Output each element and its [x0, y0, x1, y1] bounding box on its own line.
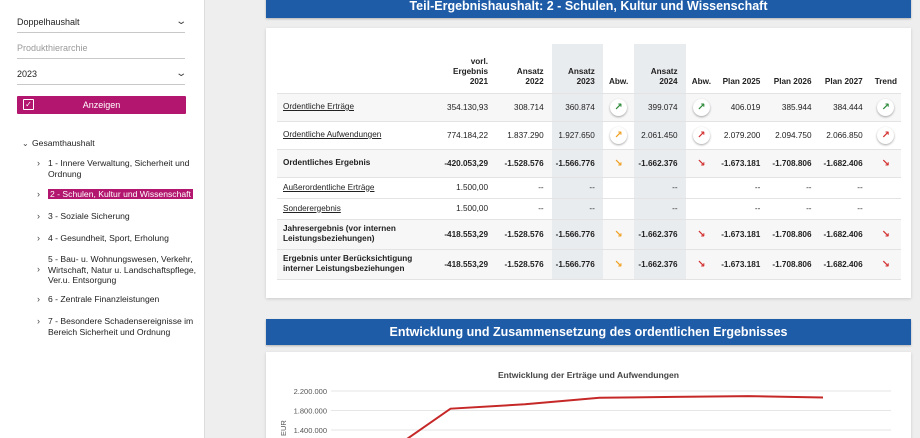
arrow-down-right-icon: ↘ [614, 258, 623, 270]
row-label[interactable]: Sonderergebnis [277, 198, 440, 219]
header-label [277, 44, 440, 93]
line-chart [266, 352, 911, 438]
tree-root-gesamthaushalt[interactable] [22, 138, 202, 148]
cell: 384.444 [820, 93, 871, 121]
cell: 2.061.450 [634, 121, 685, 149]
tree-item-7[interactable] [22, 316, 202, 337]
chevron-down-icon: ⌄ [22, 138, 29, 148]
trend-down-icon: ↘ [881, 228, 891, 240]
table-row [277, 249, 901, 279]
cell: -420.053,29 [440, 149, 496, 177]
table-row [277, 121, 901, 149]
header-col: Trend [871, 44, 901, 93]
show-button-label: Anzeigen [82, 100, 121, 110]
cell: 1.927.650 [552, 121, 603, 149]
check-square-icon: ✓ [23, 99, 34, 110]
chart-section-title: Entwicklung und Zusammensetzung des ordentlichen Ergebnisses [389, 325, 788, 339]
chart-title: Entwicklung der Erträge und Aufwendungen [497, 370, 680, 380]
cell: 1.500,00 [440, 177, 496, 198]
abw-cell [603, 198, 635, 219]
trend-cell [871, 198, 901, 219]
cell: -- [496, 177, 552, 198]
cell: 774.184,22 [440, 121, 496, 149]
chevron-right-icon: › [37, 158, 40, 168]
cell: -1.682.406 [820, 219, 871, 249]
arrow-down-right-icon: ↘ [697, 228, 706, 240]
row-label[interactable]: Ordentliche Aufwendungen [277, 121, 440, 149]
cell: -- [634, 177, 685, 198]
abw-cell [603, 177, 635, 198]
abw-cell [603, 121, 635, 149]
tree-item-4[interactable] [22, 233, 202, 244]
header-col: Ansatz 2023 [552, 44, 603, 93]
header-col: Plan 2026 [768, 44, 819, 93]
arrow-up-right-icon[interactable]: ↗ [610, 127, 627, 144]
tree-item-1[interactable] [22, 158, 202, 179]
cell: 1.500,00 [440, 198, 496, 219]
cell: -- [552, 177, 603, 198]
chevron-down-icon: ⌄ [174, 16, 187, 27]
trend-cell [871, 177, 901, 198]
trend-down-icon: ↘ [881, 258, 891, 270]
chevron-right-icon: › [37, 233, 40, 243]
chevron-right-icon: › [37, 211, 40, 221]
header-col: Abw. [603, 44, 635, 93]
abw-cell [603, 219, 635, 249]
table-section-title: Teil-Ergebnishaushalt: 2 - Schulen, Kultur und Wissenschaft [409, 0, 768, 13]
chevron-right-icon: › [37, 264, 40, 274]
cell: -1.528.576 [496, 249, 552, 279]
tree-item-6[interactable] [22, 294, 202, 305]
row-label: Jahresergebnis (vor internen Leistungsbeziehungen) [277, 219, 440, 249]
cell: -1.682.406 [820, 149, 871, 177]
hierarchy-placeholder: Produkthierarchie [17, 42, 88, 53]
abw-cell [686, 198, 718, 219]
chart-section-banner [266, 319, 911, 345]
trend-cell [871, 121, 901, 149]
row-label[interactable]: Außerordentliche Erträge [277, 177, 440, 198]
tree-item-label: 6 - Zentrale Finanzleistungen [48, 294, 160, 304]
row-label: Ergebnis unter Berücksichtigung interner Leistungsbeziehungen [277, 249, 440, 279]
table-row [277, 198, 901, 219]
abw-cell [686, 219, 718, 249]
arrow-up-right-icon[interactable]: ↗ [610, 99, 627, 116]
year-select[interactable] [17, 63, 185, 85]
tree-item-label: 5 - Bau- u. Wohnungswesen, Verkehr, Wirtschaft, Natur u. Landschaftspflege, Ver.u. Entsorgung [48, 254, 197, 285]
chart-card [266, 352, 911, 438]
tree-item-label-active: 2 - Schulen, Kultur und Wissenschaft [50, 189, 191, 199]
cell: 354.130,93 [440, 93, 496, 121]
arrow-up-right-icon[interactable]: ↗ [693, 127, 710, 144]
trend-cell [871, 219, 901, 249]
cell: 360.874 [552, 93, 603, 121]
abw-cell [603, 249, 635, 279]
cell: -- [768, 198, 819, 219]
header-col: Plan 2025 [717, 44, 768, 93]
trend-down-icon: ↘ [881, 157, 891, 169]
abw-cell [686, 177, 718, 198]
cell: -1.528.576 [496, 219, 552, 249]
y-tick-label: 1.800.000 [293, 406, 327, 416]
trend-cell [871, 249, 901, 279]
cell: -1.708.806 [768, 219, 819, 249]
year-value: 2023 [17, 68, 38, 79]
cell: -418.553,29 [440, 219, 496, 249]
abw-cell [686, 249, 718, 279]
results-table-card [266, 28, 911, 298]
abw-cell [603, 149, 635, 177]
cell: -1.566.776 [552, 249, 603, 279]
cell: -- [820, 198, 871, 219]
hierarchy-tree [22, 138, 202, 337]
chevron-right-icon: › [37, 294, 40, 304]
row-label: Ordentliches Ergebnis [277, 149, 440, 177]
y-axis-label: EUR [279, 420, 288, 436]
cell: -1.662.376 [634, 219, 685, 249]
cell: 2.094.750 [768, 121, 819, 149]
cell: -418.553,29 [440, 249, 496, 279]
cell: -1.662.376 [634, 149, 685, 177]
arrow-down-right-icon: ↘ [614, 228, 623, 240]
table-row [277, 219, 901, 249]
chevron-right-icon: › [37, 316, 40, 326]
tree-item-label: 7 - Besondere Schadensereignisse im Bereich Sicherheit und Ordnung [48, 316, 194, 337]
cell: -1.566.776 [552, 219, 603, 249]
table-row [277, 149, 901, 177]
cell: -1.673.181 [717, 249, 768, 279]
cell: 2.066.850 [820, 121, 871, 149]
cell: -- [717, 177, 768, 198]
row-label[interactable]: Ordentliche Erträge [277, 93, 440, 121]
results-table [277, 44, 901, 280]
sidebar [0, 0, 205, 438]
trend-cell [871, 149, 901, 177]
cell: 308.714 [496, 93, 552, 121]
tree-item-label: 1 - Innere Verwaltung, Sicherheit und Ordnung [48, 158, 190, 179]
abw-cell [686, 121, 718, 149]
trend-up-icon[interactable]: ↗ [877, 99, 894, 116]
table-row [277, 93, 901, 121]
cell: -1.673.181 [717, 149, 768, 177]
cell: -1.708.806 [768, 249, 819, 279]
abw-cell [686, 149, 718, 177]
tree-item-5[interactable] [22, 254, 202, 286]
cell: -1.708.806 [768, 149, 819, 177]
abw-cell [603, 93, 635, 121]
tree-root-label: Gesamthaushalt [32, 138, 95, 148]
cell: 2.079.200 [717, 121, 768, 149]
arrow-down-right-icon: ↘ [614, 157, 623, 169]
y-tick-label: 1.400.000 [293, 426, 327, 435]
table-row [277, 177, 901, 198]
tree-item-3[interactable] [22, 211, 202, 222]
cell: 1.837.290 [496, 121, 552, 149]
cell: -- [552, 198, 603, 219]
header-col: Plan 2027 [820, 44, 871, 93]
cell: -- [496, 198, 552, 219]
arrow-down-right-icon: ↘ [697, 258, 706, 270]
arrow-down-right-icon: ↘ [697, 157, 706, 169]
y-tick-label: 2.200.000 [293, 387, 327, 396]
chevron-down-icon: ⌄ [174, 68, 187, 79]
abw-cell [686, 93, 718, 121]
cell: -1.682.406 [820, 249, 871, 279]
tree-item-label: 4 - Gesundheit, Sport, Erholung [48, 233, 169, 243]
trend-cell [871, 93, 901, 121]
show-button[interactable] [17, 96, 186, 114]
cell: -1.673.181 [717, 219, 768, 249]
cell: 399.074 [634, 93, 685, 121]
cell: 406.019 [717, 93, 768, 121]
budget-type-value: Doppelhaushalt [17, 16, 80, 27]
cell: -- [634, 198, 685, 219]
header-col: Ansatz 2024 [634, 44, 685, 93]
tree-item-label: 3 - Soziale Sicherung [48, 211, 130, 221]
series-line-aufwendungen[interactable] [376, 396, 823, 438]
cell: 385.944 [768, 93, 819, 121]
cell: -- [717, 198, 768, 219]
cell: -1.528.576 [496, 149, 552, 177]
table-section-banner [266, 0, 911, 18]
header-col: Abw. [686, 44, 718, 93]
tree-item-2[interactable] [22, 189, 202, 200]
cell: -- [768, 177, 819, 198]
table-header-row [277, 44, 901, 93]
header-col: vorl. Ergebnis 2021 [440, 44, 496, 93]
cell: -- [820, 177, 871, 198]
cell: -1.566.776 [552, 149, 603, 177]
trend-up-icon[interactable]: ↗ [877, 127, 894, 144]
header-col: Ansatz 2022 [496, 44, 552, 93]
chevron-right-icon: › [37, 189, 40, 199]
budget-type-select[interactable] [17, 11, 185, 33]
cell: -1.662.376 [634, 249, 685, 279]
hierarchy-select[interactable] [17, 37, 185, 59]
arrow-up-right-icon[interactable]: ↗ [693, 99, 710, 116]
